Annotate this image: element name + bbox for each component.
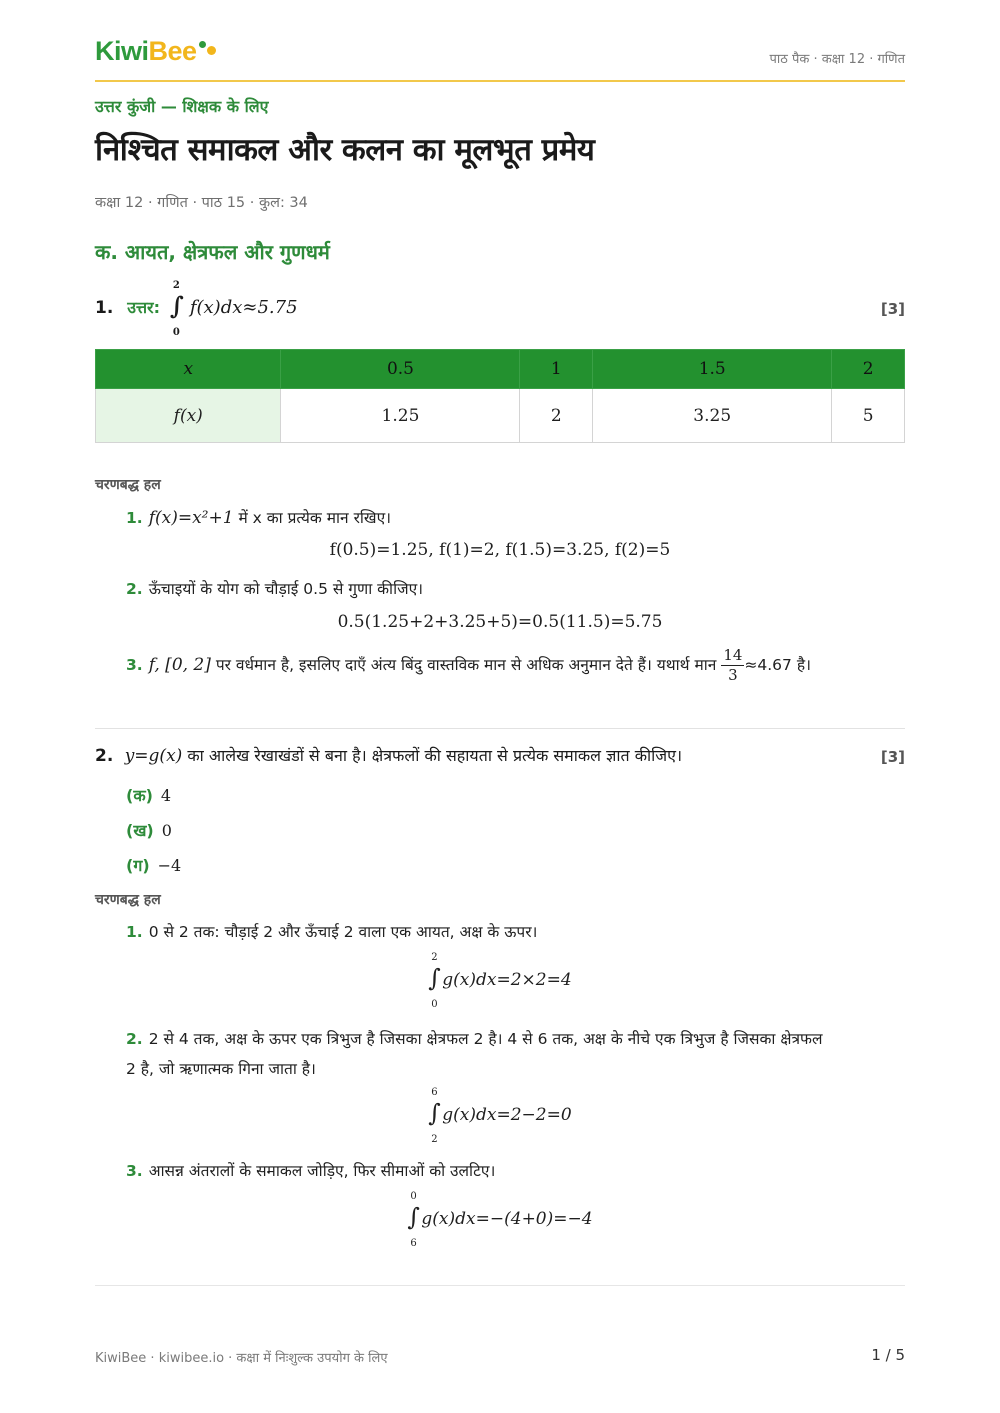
- question-1-marks: [3]: [880, 300, 905, 318]
- part-b: (ख) 0: [126, 821, 172, 840]
- values-table: [95, 349, 905, 443]
- page-header: [95, 0, 905, 82]
- table-header-cell: 0.5: [281, 350, 520, 389]
- page-subtitle: कक्षा 12 · गणित · पाठ 15 · कुल: 34: [95, 195, 308, 211]
- integral-sign: 2 ∫ 0: [169, 280, 184, 338]
- table-cell: 1.25: [281, 389, 520, 443]
- question-number: 1.: [95, 298, 114, 318]
- table-cell: 5: [832, 389, 905, 443]
- part-c: (ग) −4: [126, 856, 182, 875]
- steps-heading: चरणबद्ध हल: [95, 477, 161, 493]
- answer-key-kicker: उत्तर कुंजी — शिक्षक के लिए: [95, 97, 269, 116]
- footer-divider: [95, 1285, 905, 1286]
- divider: [95, 728, 905, 729]
- fraction: $\frac{14}{3}$: [723, 646, 743, 684]
- step-2: 2. 2 से 4 तक, अक्ष के ऊपर एक त्रिभुज है जिसका क्षेत्रफल 2 है। 4 से 6 तक, अक्ष के नीचे एक त्रिभुज है जिसका क्षेत्रफल 2 है, जो ऋणात्मक गिना जाता है।: [126, 1030, 823, 1078]
- step-1: 1. f(x)=x²+1 में x का प्रत्येक मान रखिए।: [126, 508, 392, 528]
- part-a: (क) 4: [126, 786, 172, 805]
- answer-expression: f(x)dx≈5.75: [189, 297, 298, 318]
- table-header-cell: 1: [520, 350, 593, 389]
- header-meta: पाठ पैक · कक्षा 12 · गणित: [769, 52, 905, 67]
- page-number: 1 / 5: [871, 1346, 905, 1364]
- step-3: 3. f, [0, 2] पर वर्धमान है, इसलिए दाएँ अंत्य बिंदु वास्तविक मान से अधिक अनुमान देते हैं। यथार्थ मान $\frac{14}{3}$ ≈4.67 है।: [126, 646, 811, 684]
- question-2-marks: [3]: [880, 748, 905, 766]
- table-row-label: f(x): [96, 389, 281, 443]
- answer-label: उत्तर:: [127, 298, 160, 317]
- table-cell: 2: [520, 389, 593, 443]
- step-1: 1. 0 से 2 तक: चौड़ाई 2 और ऊँचाई 2 वाला एक आयत, अक्ष के ऊपर।: [126, 923, 538, 941]
- display-equation: 0.5(1.25+2+3.25+5)=0.5(11.5)=5.75: [337, 612, 663, 632]
- step-3: 3. आसन्न अंतरालों के समाकल जोड़िए, फिर सीमाओं को उलटिए।: [126, 1162, 496, 1180]
- table-header-cell: 1.5: [593, 350, 832, 389]
- section-heading-a: क. आयत, क्षेत्रफल और गुणधर्म: [95, 240, 330, 264]
- table-header-x: x: [96, 350, 281, 389]
- footer-credit: KiwiBee · kiwibee.io · कक्षा में निःशुल्क उपयोग के लिए: [95, 1351, 388, 1366]
- question-number: 2.: [95, 746, 114, 766]
- kiwibee-logo: KiwiBee: [95, 36, 197, 66]
- display-integral: 2 ∫ 0 g(x)dx=2×2=4: [428, 952, 572, 1010]
- page-title: निश्चित समाकल और कलन का मूलभूत प्रमेय: [95, 132, 595, 168]
- display-integral: 6 ∫ 2 g(x)dx=2−2=0: [428, 1087, 572, 1145]
- steps-heading: चरणबद्ध हल: [95, 892, 161, 908]
- display-integral: 0 ∫ 6 g(x)dx=−(4+0)=−4: [407, 1191, 593, 1249]
- logo-dots-icon: [199, 41, 219, 57]
- step-2: 2. ऊँचाइयों के योग को चौड़ाई 0.5 से गुणा कीजिए।: [126, 580, 424, 598]
- display-equation: f(0.5)=1.25, f(1)=2, f(1.5)=3.25, f(2)=5: [329, 540, 671, 560]
- question-2: 2. y=g(x) का आलेख रेखाखंडों से बना है। क्षेत्रफलों की सहायता से प्रत्येक समाकल ज्ञात कीजिए।: [95, 746, 683, 766]
- table-cell: 3.25: [593, 389, 832, 443]
- table-header-cell: 2: [832, 350, 905, 389]
- step-expression: f(x)=x²+1: [148, 508, 234, 528]
- question-1: [95, 280, 298, 338]
